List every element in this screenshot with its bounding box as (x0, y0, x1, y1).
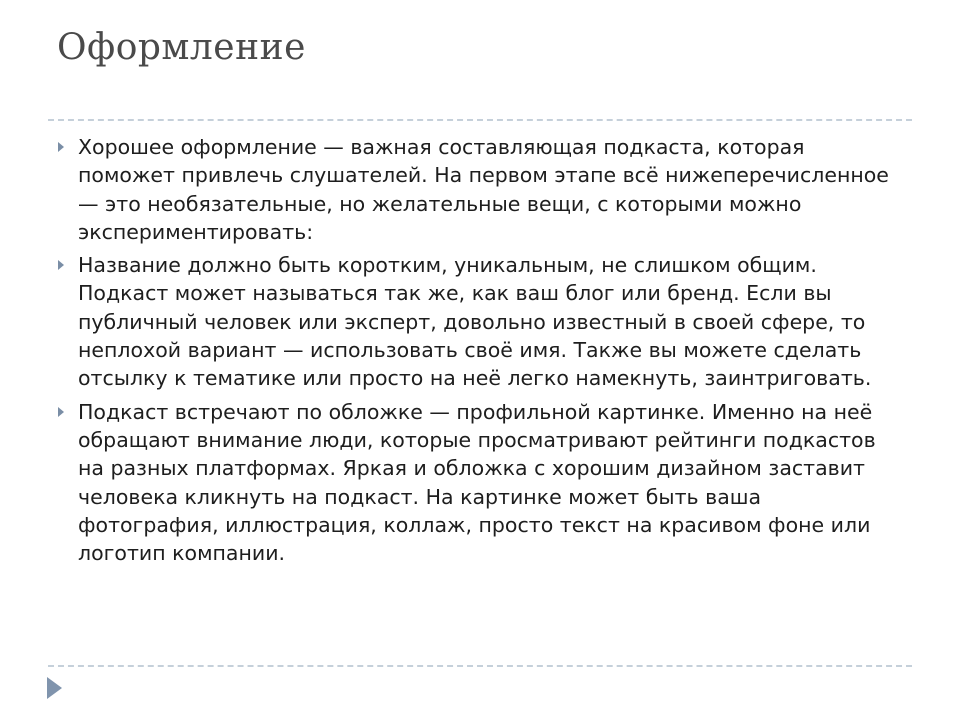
triangle-bullet-icon (58, 260, 64, 270)
top-divider (48, 119, 912, 121)
bullet-item (58, 398, 898, 568)
bottom-divider (48, 665, 912, 667)
bullet-list (58, 133, 898, 572)
triangle-bullet-icon (58, 407, 64, 417)
bullet-item (58, 251, 898, 392)
bullet-item (58, 133, 898, 246)
bullet-text: Название должно быть коротким, уникальным, не слишком общим. Подкаст может называться так же, как ваш блог или бренд. Если вы публичный человек или эксперт, довольно известный в своей сфере, то неплохой вариант — использовать своё имя. Также вы можете сделать отсылку к тематике или просто на неё легко намекнуть, заинтриговать. (78, 253, 872, 391)
next-slide-arrow-icon[interactable] (47, 677, 62, 699)
bullet-text: Подкаст встречают по обложке — профильной картинке. Именно на неё обращают внимание люди, которые просматривают рейтинги подкастов на разных платформах. Яркая и обложка с хорошим дизайном заставит человека кликнуть на подкаст. На картинке может быть ваша фотография, иллюстрация, коллаж, просто текст на красивом фоне или логотип компании. (78, 399, 876, 566)
bullet-text: Хорошее оформление — важная составляющая подкаста, которая поможет привлечь слушателей. На первом этапе всё нижеперечисленное — это необязательные, но желательные вещи, с которыми можно экспериментировать: (78, 135, 889, 244)
triangle-bullet-icon (58, 142, 64, 152)
slide-title: Оформление (57, 27, 306, 68)
